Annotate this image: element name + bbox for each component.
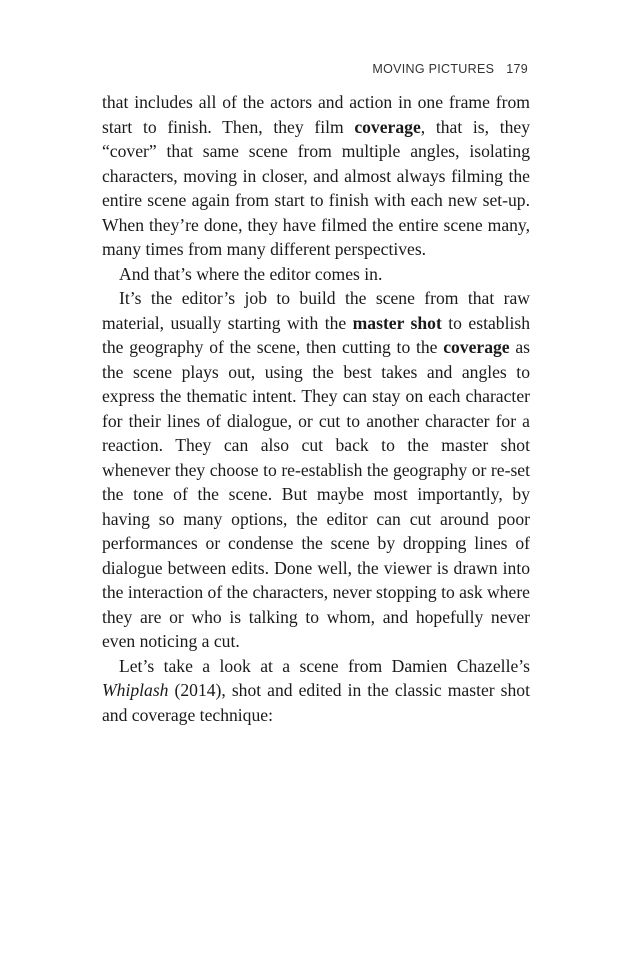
text-run: as the scene plays out, using the best takes and angles to express the thematic intent. They can stay on each character for their lines of dialogue, or cut to another character for a reaction. They can also cut back to the master shot whenever they choose to re-establish the geography or re-set the tone of the scene. But maybe most importantly, by having so many options, the editor can cut around poor performances or condense the scene by dropping lines of dialogue between edits. Done well, the viewer is drawn into the interaction of the characters, never stopping to ask where they are or who is talking to whom, and hopefully never even noticing a cut. (102, 337, 530, 651)
paragraph-whiplash-intro (102, 654, 530, 728)
body-text (102, 90, 530, 727)
running-head (372, 62, 528, 76)
film-title: Whiplash (102, 680, 169, 700)
bold-term: coverage (354, 116, 421, 137)
paragraph-coverage-intro (102, 90, 530, 262)
text-run: And that’s where the editor comes in. (119, 263, 383, 284)
bold-term: coverage (443, 337, 510, 357)
text-run: It’s the editor’s job to build the scene from that raw material, usually starting with the (102, 288, 530, 333)
text-run: to establish the geography of the scene, then cutting to the (102, 312, 530, 357)
text-run: (2014), shot and edited in the classic master shot and coverage technique: (102, 680, 530, 725)
paragraph-editor-job (102, 286, 530, 654)
text-run: Let’s take a look at a scene from Damien Chazelle’s (119, 655, 530, 676)
paragraph-editor-comes-in (102, 262, 530, 287)
text-run: , that is, they “cover” that same scene from multiple angles, isolating characters, moving in closer, and almost always filming the entire scene again from start to finish with each new set-up. When they’re done, they have filmed the entire scene many, many times from many different perspectives. (102, 116, 530, 259)
running-head-title: MOVING PICTURES (372, 62, 495, 76)
page-number: 179 (506, 62, 528, 76)
bold-term: master shot (352, 312, 442, 333)
text-run: that includes all of the actors and action in one frame from start to finish. Then, they film (102, 92, 530, 137)
